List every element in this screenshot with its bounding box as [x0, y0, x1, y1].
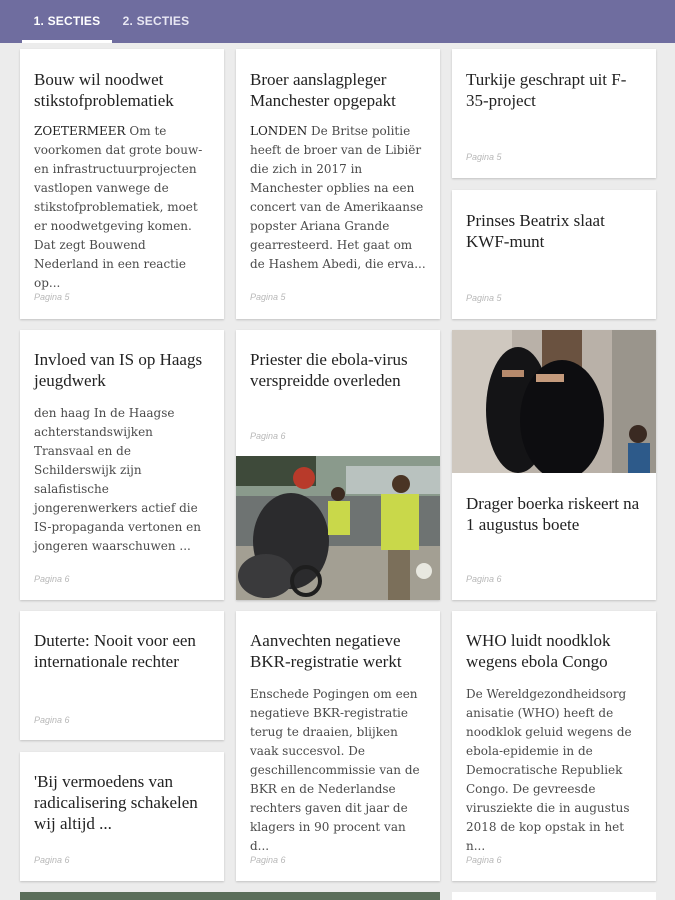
tab-sections-2[interactable]: 2. SECTIES	[122, 14, 190, 28]
article-card-bkr[interactable]	[236, 611, 440, 881]
article-page-number: Pagina 6	[250, 431, 286, 441]
article-title: Turkije geschrapt uit F-35-project	[466, 70, 627, 110]
article-title: Bouw wil noodwet stikstofproblematiek	[34, 70, 174, 110]
article-page-number: Pagina 6	[34, 574, 70, 584]
article-location: ZOETERMEER	[34, 124, 126, 138]
article-card-priester-ebola[interactable]	[236, 330, 440, 600]
article-title: Priester die ebola-virus verspreidde overleden	[250, 350, 408, 390]
article-card-invloed-is[interactable]	[20, 330, 224, 600]
article-title: Duterte: Nooit voor een internationale rechter	[34, 631, 196, 671]
article-location: LONDEN	[250, 124, 308, 138]
article-excerpt: De Wereldgezondheidsorg anisatie (WHO) heeft de noodklok geluid wegens de ebola-epidemie in de Democratische Republiek Congo. De gevreesde virusziekte die in augustus 2018 de kop opstak in het n...	[466, 687, 632, 853]
article-title: Broer aanslagpleger Manchester opgepakt	[250, 70, 396, 110]
tab-sections-1[interactable]: 1. SECTIES	[33, 14, 101, 28]
ebola-checkpoint-photo	[236, 456, 440, 600]
article-page-number: Pagina 6	[466, 574, 502, 584]
article-card-broer-aanslagpleger[interactable]	[236, 49, 440, 319]
article-excerpt	[250, 122, 428, 274]
article-card-radicalisering[interactable]	[20, 752, 224, 881]
article-page-number: Pagina 5	[250, 292, 286, 302]
article-page-number: Pagina 6	[34, 855, 70, 865]
active-tab-indicator	[22, 40, 112, 43]
article-excerpt-text: De Britse politie heeft de broer van de Libiër die zich in 2017 in Manchester opblies na een concert van de Amerikaanse popster Ariana Grande gearresteerd. Het gaat om de Hashem Abedi, die erva...	[250, 124, 426, 271]
article-title: Aanvechten negatieve BKR-registratie werkt	[250, 631, 402, 671]
article-title: 'Bij vermoedens van radicalisering schakelen wij altijd ...	[34, 772, 198, 833]
article-title: Prinses Beatrix slaat KWF-munt	[466, 211, 605, 251]
article-title: WHO luidt noodklok wegens ebola Congo	[466, 631, 611, 671]
article-page-number: Pagina 6	[250, 855, 286, 865]
article-title: Invloed van IS op Haags jeugdwerk	[34, 350, 203, 390]
article-excerpt: Enschede Pogingen om een negatieve BKR-registratie terug te draaien, blijken vaak succesvol. De geschillencommissie van de BKR en de Nederlandse rechters gaven dit jaar de klagers in 90 procent van d...	[250, 687, 420, 853]
next-row-card[interactable]	[452, 892, 656, 900]
article-card-boerka[interactable]	[452, 330, 656, 600]
article-card-bouw-noodwet[interactable]	[20, 49, 224, 319]
section-tab-bar	[0, 0, 675, 43]
niqab-women-photo	[452, 330, 656, 473]
article-card-duterte[interactable]	[20, 611, 224, 740]
article-card-who-ebola[interactable]	[452, 611, 656, 881]
article-title: Drager boerka riskeert na 1 augustus boete	[466, 494, 640, 534]
article-card-prinses-beatrix[interactable]	[452, 190, 656, 319]
article-page-number: Pagina 5	[466, 152, 502, 162]
article-card-turkije[interactable]	[452, 49, 656, 178]
article-page-number: Pagina 5	[34, 292, 70, 302]
article-page-number: Pagina 6	[466, 855, 502, 865]
next-row-photo-card[interactable]	[20, 892, 440, 900]
article-excerpt	[34, 122, 212, 293]
article-page-number: Pagina 5	[466, 293, 502, 303]
article-excerpt: den haag In de Haagse achterstandswijken Transvaal en de Schilderswijk zijn salafistische jongerenwerkers actief die IS-propaganda vertonen en jongeren waarschuwen ...	[34, 406, 202, 553]
article-excerpt-text: Om te voorkomen dat grote bouw- en infrastructuurprojecten vastlopen vanwege de stikstofproblematiek, moet er noodwetgeving komen. Dat zegt Bouwend Nederland in een reactie op...	[34, 124, 203, 290]
article-page-number: Pagina 6	[34, 715, 70, 725]
